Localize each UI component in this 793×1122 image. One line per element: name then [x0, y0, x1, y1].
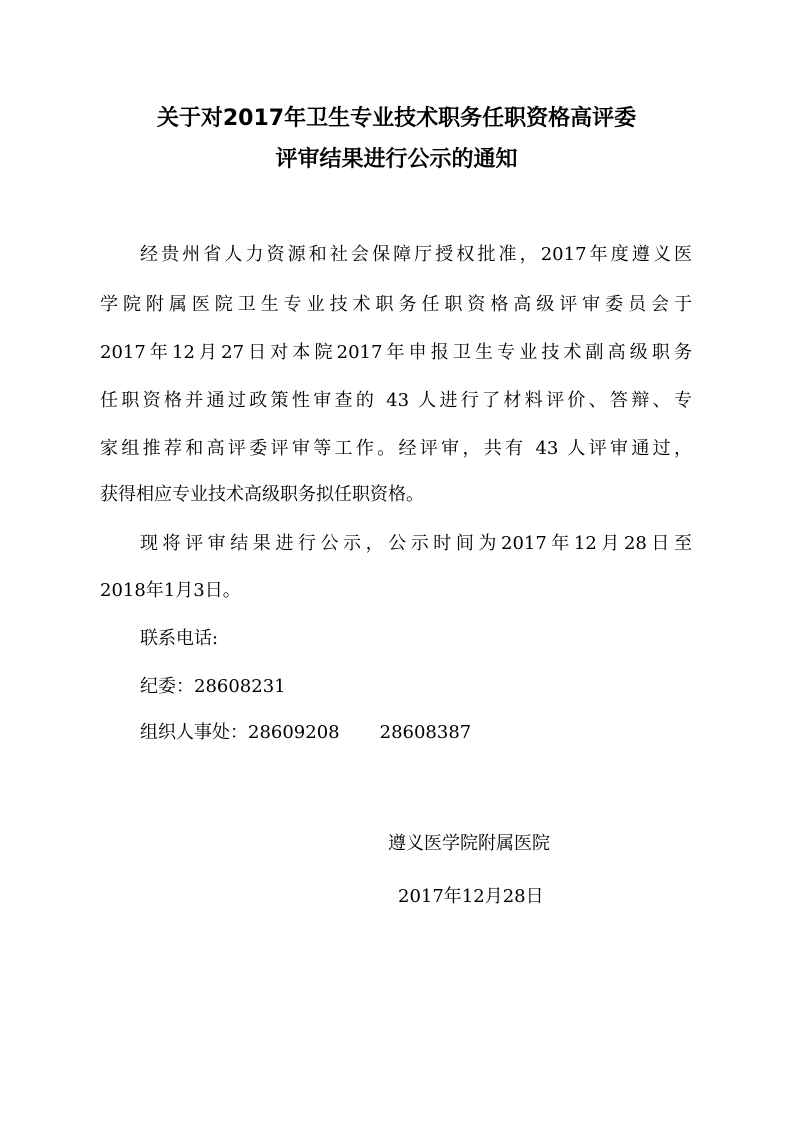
paragraph-1-line-2: 学院附属医院卫生专业技术职务任职资格高级评审委员会于: [100, 294, 692, 315]
paragraph-1-line-3: 2017年12月27日对本院2017年申报卫生专业技术副高级职务: [100, 342, 692, 363]
paragraph-2-line-2: 2018年1月3日。: [100, 580, 241, 601]
contact-personnel-office: [140, 720, 471, 746]
personnel-office-phone-2: 28608387: [379, 722, 472, 743]
signature-date: 2017年12月28日: [398, 886, 544, 907]
signature-organization: 遵义医学院附属医院: [388, 833, 550, 854]
notice-title-line-2: 评审结果进行公示的通知: [275, 147, 518, 172]
paragraph-1-line-6: 获得相应专业技术高级职务拟任职资格。: [100, 484, 424, 505]
paragraph-1-line-1: 经贵州省人力资源和社会保障厅授权批准，2017年度遵义医: [140, 244, 692, 265]
personnel-office-phone-1: 组织人事处：28609208: [140, 722, 340, 743]
contact-heading: 联系电话:: [140, 628, 219, 649]
paragraph-1-line-5: 家组推荐和高评委评审等工作。经评审，共有 43 人评审通过，: [100, 438, 692, 459]
contact-discipline-committee: 纪委：28608231: [140, 676, 286, 697]
paragraph-1-line-4: 任职资格并通过政策性审查的 43 人进行了材料评价、答辩、专: [100, 390, 692, 411]
paragraph-2-line-1: 现将评审结果进行公示，公示时间为2017年12月28日至: [140, 533, 692, 554]
notice-title-line-1: 关于对2017年卫生专业技术职务任职资格高评委: [156, 106, 637, 131]
